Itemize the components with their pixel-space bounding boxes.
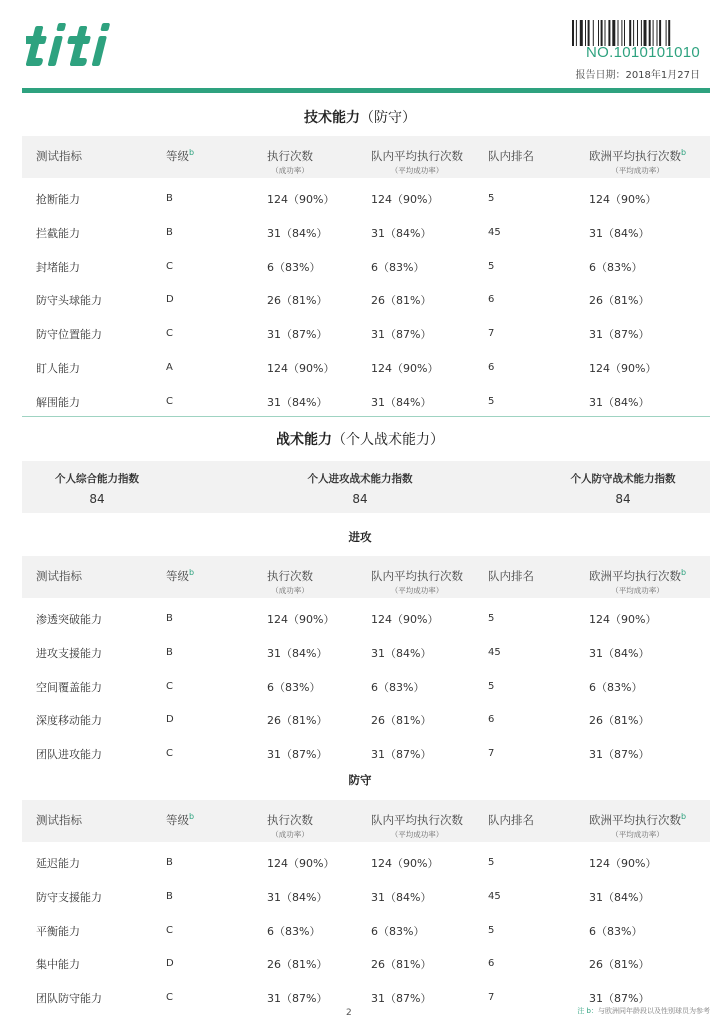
cell-grade: B [166, 857, 173, 868]
cell-metric: 抢断能力 [36, 193, 80, 206]
cell-grade: B [166, 613, 173, 624]
col-exec-label: 执行次数 [267, 813, 313, 827]
cell-metric: 团队进攻能力 [36, 748, 102, 762]
cell-team-avg: 124（90%） [371, 857, 439, 870]
table-row [22, 598, 710, 632]
tech-rows [22, 178, 710, 415]
col-grade-sup: b [189, 812, 195, 822]
col-exec [267, 568, 313, 596]
cell-exec: 6（83%） [267, 680, 321, 694]
cell-eu-avg: 6（83%） [589, 680, 643, 694]
page-number: 2 [346, 1008, 352, 1016]
col-eu-avg-sub: （平均成功率） [611, 830, 664, 839]
cell-eu-avg: 124（90%） [589, 857, 657, 870]
cell-eu-avg: 31（87%） [589, 748, 650, 762]
cell-metric: 渗透突破能力 [36, 613, 102, 626]
index-attack-label: 个人进攻战术能力指数 [307, 473, 413, 485]
col-grade-label: 等级 [166, 569, 189, 583]
col-eu-avg-label: 欧洲平均执行次数 [589, 813, 681, 827]
table-row [22, 381, 710, 415]
defense-table [22, 800, 710, 1011]
col-eu-avg [589, 812, 686, 840]
col-exec-label: 执行次数 [267, 569, 313, 583]
cell-team-avg: 6（83%） [371, 260, 425, 274]
cell-team-avg: 6（83%） [371, 680, 425, 694]
cell-metric: 防守位置能力 [36, 328, 102, 342]
cell-eu-avg: 26（81%） [589, 294, 650, 308]
index-overall-value: 84 [89, 492, 105, 506]
footnote [577, 1006, 710, 1016]
col-eu-avg [589, 148, 686, 176]
cell-metric: 盯人能力 [36, 361, 80, 375]
col-eu-avg-sup: b [681, 148, 687, 158]
table-row [22, 279, 710, 313]
cell-rank: 7 [488, 748, 495, 760]
table-header [22, 556, 710, 598]
col-rank: 队内排名 [488, 813, 534, 827]
col-team-avg [371, 568, 463, 596]
cell-rank: 5 [488, 260, 495, 272]
col-exec-sub: （成功率） [271, 586, 309, 595]
table-row [22, 876, 710, 910]
cell-rank: 6 [488, 361, 495, 373]
cell-exec: 124（90%） [267, 193, 335, 206]
index-defense [544, 471, 702, 506]
cell-metric: 防守头球能力 [36, 294, 102, 308]
col-exec-sub: （成功率） [271, 166, 309, 175]
cell-grade: C [166, 680, 173, 692]
tactic-section-title [0, 429, 720, 449]
cell-eu-avg: 31（84%） [589, 226, 650, 240]
cell-team-avg: 26（81%） [371, 958, 432, 972]
cell-eu-avg: 31（84%） [589, 646, 650, 660]
cell-eu-avg: 6（83%） [589, 260, 643, 274]
tech-table [22, 136, 710, 415]
col-team-avg-label: 队内平均执行次数 [371, 813, 463, 827]
cell-metric: 延迟能力 [36, 857, 80, 870]
table-header [22, 136, 710, 178]
section-divider [22, 416, 710, 417]
cell-grade: C [166, 924, 173, 936]
table-row [22, 842, 710, 876]
cell-eu-avg: 26（81%） [589, 958, 650, 972]
cell-grade: B [166, 646, 173, 658]
cell-eu-avg: 124（90%） [589, 361, 657, 375]
index-defense-label: 个人防守战术能力指数 [570, 473, 676, 485]
col-team-avg-sub: （平均成功率） [390, 166, 444, 175]
cell-grade: C [166, 260, 173, 272]
report-date: 报告日期：2018年1月27日 [575, 70, 700, 81]
cell-grade: D [166, 958, 174, 970]
col-eu-avg-label: 欧洲平均执行次数 [589, 569, 681, 583]
titi-logo [26, 16, 136, 72]
cell-rank: 5 [488, 924, 495, 936]
cell-team-avg: 31（84%） [371, 395, 432, 409]
attack-title: 进攻 [348, 530, 372, 544]
report-header [0, 0, 720, 100]
col-grade [166, 812, 194, 828]
col-eu-avg [589, 568, 686, 596]
col-team-avg [371, 812, 463, 840]
col-team-avg-label: 队内平均执行次数 [371, 569, 463, 583]
table-row [22, 246, 710, 280]
defense-title: 防守 [348, 773, 372, 787]
col-eu-avg-sup: b [681, 568, 687, 578]
col-exec [267, 148, 313, 176]
col-rank: 队内排名 [488, 569, 534, 583]
cell-grade: C [166, 395, 173, 407]
table-row [22, 910, 710, 944]
cell-rank: 6 [488, 714, 495, 726]
header-divider [22, 88, 710, 93]
col-team-avg-sub: （平均成功率） [390, 830, 444, 839]
cell-grade: A [166, 361, 173, 373]
cell-rank: 5 [488, 680, 495, 692]
col-eu-avg-sub: （平均成功率） [611, 166, 664, 175]
cell-exec: 124（90%） [267, 613, 335, 626]
table-row [22, 178, 710, 212]
cell-team-avg: 31（84%） [371, 646, 432, 660]
defense-rows [22, 842, 710, 1011]
tactic-title-rest: （个人战术能力） [332, 432, 444, 448]
cell-exec: 26（81%） [267, 958, 328, 972]
cell-rank: 5 [488, 857, 495, 868]
col-team-avg [371, 148, 463, 176]
cell-exec: 31（87%） [267, 328, 328, 342]
cell-rank: 7 [488, 328, 495, 340]
cell-exec: 31（84%） [267, 395, 328, 409]
index-overall-label: 个人综合能力指数 [55, 473, 139, 485]
cell-rank: 6 [488, 294, 495, 306]
cell-exec: 31（84%） [267, 226, 328, 240]
cell-eu-avg: 124（90%） [589, 613, 657, 626]
table-row [22, 632, 710, 666]
cell-grade: D [166, 714, 174, 726]
cell-exec: 6（83%） [267, 260, 321, 274]
report-number: NO.1010101010 [586, 44, 700, 61]
table-row [22, 943, 710, 977]
footnote-mark: 注 b： [577, 1007, 598, 1015]
cell-grade: C [166, 992, 173, 1004]
cell-eu-avg: 31（84%） [589, 890, 650, 904]
col-rank: 队内排名 [488, 149, 534, 163]
col-eu-avg-sub: （平均成功率） [611, 586, 664, 595]
table-header [22, 800, 710, 842]
table-row [22, 699, 710, 733]
index-overall [22, 471, 172, 506]
cell-exec: 31（84%） [267, 646, 328, 660]
tech-title-bold: 技术能力 [304, 110, 360, 126]
cell-grade: C [166, 748, 173, 760]
cell-rank: 5 [488, 395, 495, 407]
cell-metric: 封堵能力 [36, 260, 80, 274]
table-row [22, 666, 710, 700]
cell-eu-avg: 124（90%） [589, 193, 657, 206]
col-exec-sub: （成功率） [271, 830, 309, 839]
col-metric: 测试指标 [36, 149, 82, 163]
index-defense-value: 84 [615, 492, 631, 506]
cell-grade: D [166, 294, 174, 306]
cell-grade: B [166, 226, 173, 238]
col-exec-label: 执行次数 [267, 149, 313, 163]
col-grade-label: 等级 [166, 813, 189, 827]
col-eu-avg-label: 欧洲平均执行次数 [589, 149, 681, 163]
cell-exec: 26（81%） [267, 714, 328, 728]
col-grade [166, 568, 194, 584]
cell-eu-avg: 31（87%） [589, 992, 650, 1006]
footnote-text: 与欧洲同年龄段以及性别球员为参考 [598, 1007, 710, 1015]
tech-title-rest: （防守） [360, 110, 416, 126]
cell-rank: 5 [488, 193, 495, 204]
cell-rank: 45 [488, 890, 501, 902]
col-grade-label: 等级 [166, 149, 189, 163]
cell-grade: B [166, 890, 173, 902]
cell-rank: 5 [488, 613, 495, 624]
cell-metric: 解围能力 [36, 395, 80, 409]
index-attack-value: 84 [352, 492, 368, 506]
cell-team-avg: 31（87%） [371, 992, 432, 1006]
cell-rank: 6 [488, 958, 495, 970]
cell-team-avg: 124（90%） [371, 361, 439, 375]
attack-table [22, 556, 710, 767]
cell-eu-avg: 26（81%） [589, 714, 650, 728]
cell-exec: 31（84%） [267, 890, 328, 904]
col-team-avg-label: 队内平均执行次数 [371, 149, 463, 163]
cell-rank: 7 [488, 992, 495, 1004]
col-metric: 测试指标 [36, 813, 82, 827]
cell-team-avg: 31（87%） [371, 748, 432, 762]
cell-team-avg: 124（90%） [371, 613, 439, 626]
col-grade-sup: b [189, 568, 195, 578]
cell-eu-avg: 31（87%） [589, 328, 650, 342]
col-grade [166, 148, 194, 164]
table-row [22, 212, 710, 246]
cell-exec: 31（87%） [267, 748, 328, 762]
table-row [22, 733, 710, 767]
cell-team-avg: 26（81%） [371, 294, 432, 308]
cell-rank: 45 [488, 646, 501, 658]
col-eu-avg-sup: b [681, 812, 687, 822]
cell-metric: 平衡能力 [36, 924, 80, 938]
cell-team-avg: 6（83%） [371, 924, 425, 938]
cell-rank: 45 [488, 226, 501, 238]
cell-metric: 进攻支援能力 [36, 646, 102, 660]
cell-metric: 拦截能力 [36, 226, 80, 240]
cell-team-avg: 31（87%） [371, 328, 432, 342]
cell-metric: 防守支援能力 [36, 890, 102, 904]
col-exec [267, 812, 313, 840]
cell-exec: 124（90%） [267, 361, 335, 375]
cell-metric: 深度移动能力 [36, 714, 102, 728]
cell-team-avg: 26（81%） [371, 714, 432, 728]
col-metric: 测试指标 [36, 569, 82, 583]
cell-exec: 124（90%） [267, 857, 335, 870]
table-row [22, 347, 710, 381]
attack-rows [22, 598, 710, 767]
cell-eu-avg: 6（83%） [589, 924, 643, 938]
cell-team-avg: 124（90%） [371, 193, 439, 206]
cell-grade: B [166, 193, 173, 204]
cell-metric: 团队防守能力 [36, 992, 102, 1006]
tactic-title-bold: 战术能力 [276, 432, 332, 448]
col-team-avg-sub: （平均成功率） [390, 586, 444, 595]
cell-grade: C [166, 328, 173, 340]
index-attack [260, 471, 460, 506]
cell-team-avg: 31（84%） [371, 890, 432, 904]
table-row [22, 313, 710, 347]
cell-eu-avg: 31（84%） [589, 395, 650, 409]
cell-metric: 空间覆盖能力 [36, 680, 102, 694]
cell-team-avg: 31（84%） [371, 226, 432, 240]
cell-exec: 31（87%） [267, 992, 328, 1006]
col-grade-sup: b [189, 148, 195, 158]
cell-exec: 26（81%） [267, 294, 328, 308]
barcode-icon [572, 20, 700, 46]
cell-metric: 集中能力 [36, 958, 80, 972]
index-band [22, 461, 710, 513]
tech-section-title [0, 107, 720, 127]
cell-exec: 6（83%） [267, 924, 321, 938]
